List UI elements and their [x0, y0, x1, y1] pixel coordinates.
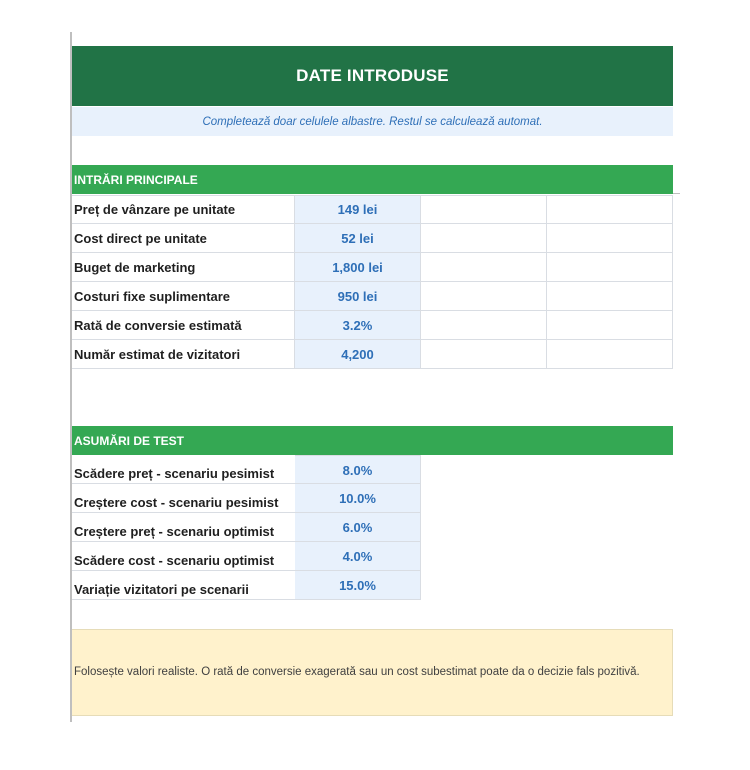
- table-row: [72, 195, 673, 224]
- table-row: [72, 513, 421, 542]
- empty-cell[interactable]: [547, 340, 673, 369]
- table-row: [72, 311, 673, 340]
- input-cell-visitors[interactable]: 4,200: [295, 340, 421, 369]
- input-cell-cost-increase-pessimistic[interactable]: 10.0%: [295, 484, 421, 513]
- empty-cell[interactable]: [421, 224, 547, 253]
- table-row: [72, 340, 673, 369]
- section-header-inputs: INTRĂRI PRINCIPALE: [72, 165, 673, 194]
- table-row: [72, 224, 673, 253]
- empty-cell[interactable]: [547, 311, 673, 340]
- empty-cell[interactable]: [547, 253, 673, 282]
- row-label: Costuri fixe suplimentare: [72, 282, 295, 311]
- row-label: Scădere cost - scenariu optimist: [72, 542, 295, 571]
- table-row: [72, 282, 673, 311]
- row-label: Rată de conversie estimată: [72, 311, 295, 340]
- input-cell-direct-cost[interactable]: 52 lei: [295, 224, 421, 253]
- assumptions-table: [72, 455, 421, 600]
- table-row: [72, 484, 421, 513]
- row-label: Creștere preț - scenariu optimist: [72, 513, 295, 542]
- empty-cell[interactable]: [547, 195, 673, 224]
- input-cell-sale-price[interactable]: 149 lei: [295, 195, 421, 224]
- table-row: [72, 571, 421, 600]
- note-box: Folosește valori realiste. O rată de conversie exagerată sau un cost subestimat poate da o decizie fals pozitivă.: [72, 629, 673, 716]
- input-cell-conversion-rate[interactable]: 3.2%: [295, 311, 421, 340]
- empty-cell[interactable]: [421, 195, 547, 224]
- input-cell-fixed-costs[interactable]: 950 lei: [295, 282, 421, 311]
- empty-cell[interactable]: [547, 224, 673, 253]
- input-cell-price-drop-pessimistic[interactable]: 8.0%: [295, 455, 421, 484]
- table-row: [72, 542, 421, 571]
- row-label: Scădere preț - scenariu pesimist: [72, 455, 295, 484]
- row-label: Număr estimat de vizitatori: [72, 340, 295, 369]
- input-cell-marketing-budget[interactable]: 1,800 lei: [295, 253, 421, 282]
- section-divider: [673, 193, 680, 194]
- empty-cell[interactable]: [421, 253, 547, 282]
- page-title: DATE INTRODUSE: [72, 46, 673, 106]
- row-label: Creștere cost - scenariu pesimist: [72, 484, 295, 513]
- table-row: [72, 253, 673, 282]
- input-cell-cost-drop-optimistic[interactable]: 4.0%: [295, 542, 421, 571]
- row-label: Preț de vânzare pe unitate: [72, 195, 295, 224]
- empty-cell[interactable]: [421, 282, 547, 311]
- input-cell-price-increase-optimistic[interactable]: 6.0%: [295, 513, 421, 542]
- section-header-assumptions: ASUMĂRI DE TEST: [72, 426, 673, 455]
- inputs-table: [72, 195, 673, 369]
- row-label: Buget de marketing: [72, 253, 295, 282]
- input-cell-visitor-variation[interactable]: 15.0%: [295, 571, 421, 600]
- row-label: Cost direct pe unitate: [72, 224, 295, 253]
- instructions-banner: Completează doar celulele albastre. Restul se calculează automat.: [72, 107, 673, 136]
- empty-cell[interactable]: [547, 282, 673, 311]
- row-label: Variație vizitatori pe scenarii: [72, 571, 295, 600]
- table-row: [72, 455, 421, 484]
- empty-cell[interactable]: [421, 311, 547, 340]
- empty-cell[interactable]: [421, 340, 547, 369]
